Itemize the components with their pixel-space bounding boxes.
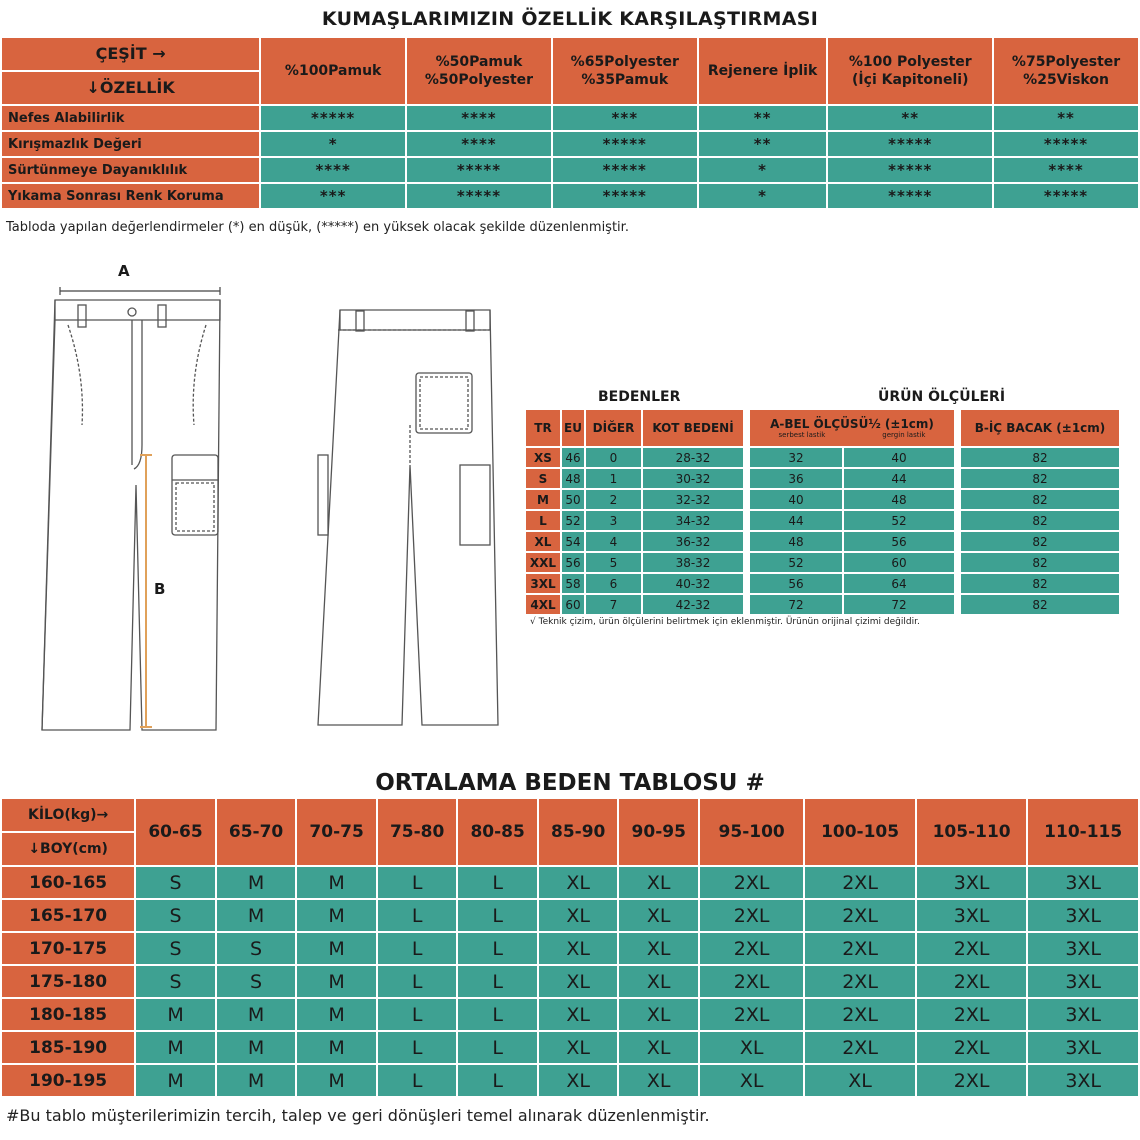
size-recommendation-cell: XL — [539, 867, 618, 898]
waist-relaxed-cell: 56 — [750, 574, 842, 593]
fabric-column-header: %50Pamuk %50Polyester — [407, 38, 551, 104]
inseam-cell: 82 — [961, 574, 1119, 593]
fabric-corner-top: ÇEŞİT → — [2, 38, 259, 70]
size-recommendation-cell: S — [217, 933, 296, 964]
waist-relaxed-cell: 40 — [750, 490, 842, 509]
size-recommendation-cell: 2XL — [805, 933, 915, 964]
size-recommendation-cell: S — [136, 966, 215, 997]
height-label: 185-190 — [2, 1032, 134, 1063]
size-recommendation-cell: XL — [619, 900, 698, 931]
size-recommendation-cell: M — [136, 1032, 215, 1063]
rating-cell: ***** — [553, 132, 697, 156]
size-recommendation-cell: L — [458, 1032, 537, 1063]
average-size-title: ORTALAMA BEDEN TABLOSU # — [375, 770, 765, 796]
size-recommendation-cell: XL — [539, 966, 618, 997]
size-header: TR — [526, 410, 560, 446]
size-recommendation-cell: 3XL — [1028, 966, 1138, 997]
size-recommendation-cell: XL — [539, 1032, 618, 1063]
fabric-row — [2, 106, 1138, 130]
size-tr-cell: XXL — [526, 553, 560, 572]
size-other-cell: 5 — [586, 553, 641, 572]
size-tr-cell: XL — [526, 532, 560, 551]
fabric-corner-bottom: ↓ÖZELLİK — [2, 72, 259, 104]
size-recommendation-cell: XL — [539, 1065, 618, 1096]
rating-cell: ***** — [828, 158, 992, 182]
sizes-heading: BEDENLER — [598, 389, 681, 405]
size-recommendation-cell: M — [297, 999, 376, 1030]
pants-front-icon — [42, 300, 220, 730]
size-recommendation-cell: 3XL — [1028, 933, 1138, 964]
rating-cell: ***** — [407, 158, 551, 182]
size-row — [526, 511, 1119, 530]
size-recommendation-cell: 2XL — [805, 867, 915, 898]
inseam-header: B-İÇ BACAK (±1cm) — [961, 410, 1119, 446]
waist-relaxed-cell: 72 — [750, 595, 842, 614]
size-recommendation-cell: 2XL — [700, 966, 803, 997]
size-row — [526, 553, 1119, 572]
size-other-cell: 2 — [586, 490, 641, 509]
fabric-row-label: Sürtünmeye Dayanıklılık — [2, 158, 259, 182]
weight-header: 85-90 — [539, 799, 618, 865]
size-recommendation-cell: XL — [700, 1065, 803, 1096]
size-recommendation-cell: 2XL — [917, 966, 1027, 997]
size-recommendation-cell: 3XL — [1028, 1065, 1138, 1096]
size-recommendation-cell: S — [217, 966, 296, 997]
rating-cell: ***** — [994, 132, 1138, 156]
rating-cell: ***** — [261, 106, 405, 130]
size-row — [526, 469, 1119, 488]
size-jeans-cell: 38-32 — [643, 553, 743, 572]
weight-header: 80-85 — [458, 799, 537, 865]
size-recommendation-cell: S — [136, 867, 215, 898]
fabric-row-label: Yıkama Sonrası Renk Koruma — [2, 184, 259, 208]
rating-cell: ***** — [553, 184, 697, 208]
size-tr-cell: S — [526, 469, 560, 488]
size-recommendation-cell: XL — [619, 1065, 698, 1096]
fabric-row — [2, 184, 1138, 208]
size-other-cell: 7 — [586, 595, 641, 614]
size-recommendation-cell: 3XL — [1028, 900, 1138, 931]
waist-stretched-cell: 52 — [844, 511, 954, 530]
fabric-comparison-title: KUMAŞLARIMIZIN ÖZELLİK KARŞILAŞTIRMASI — [321, 8, 819, 30]
waist-relaxed-cell: 32 — [750, 448, 842, 467]
size-recommendation-cell: XL — [619, 933, 698, 964]
size-recommendation-cell: 3XL — [1028, 999, 1138, 1030]
size-recommendation-cell: 2XL — [700, 900, 803, 931]
size-recommendation-cell: M — [297, 933, 376, 964]
inseam-cell: 82 — [961, 490, 1119, 509]
pants-technical-drawing — [30, 255, 500, 735]
rating-cell: ***** — [828, 132, 992, 156]
rating-cell: **** — [407, 132, 551, 156]
size-recommendation-cell: M — [297, 1065, 376, 1096]
inseam-cell: 82 — [961, 532, 1119, 551]
weight-header: 105-110 — [917, 799, 1027, 865]
waist-stretched-cell: 40 — [844, 448, 954, 467]
height-row — [2, 900, 1138, 931]
inseam-cell: 82 — [961, 448, 1119, 467]
size-tr-cell: 3XL — [526, 574, 560, 593]
rating-cell: ***** — [828, 184, 992, 208]
avg-corner-bottom: ↓BOY(cm) — [2, 833, 134, 865]
size-recommendation-cell: L — [458, 999, 537, 1030]
size-recommendation-cell: XL — [619, 999, 698, 1030]
dimension-label-b: B — [154, 580, 166, 598]
waist-stretched-cell: 60 — [844, 553, 954, 572]
size-recommendation-cell: XL — [805, 1065, 915, 1096]
inseam-cell: 82 — [961, 469, 1119, 488]
size-recommendation-cell: L — [378, 999, 457, 1030]
inseam-cell: 82 — [961, 553, 1119, 572]
size-recommendation-cell: 2XL — [700, 867, 803, 898]
waist-stretched-cell: 44 — [844, 469, 954, 488]
size-other-cell: 1 — [586, 469, 641, 488]
size-recommendation-cell: 2XL — [917, 999, 1027, 1030]
height-row — [2, 999, 1138, 1030]
size-jeans-cell: 40-32 — [643, 574, 743, 593]
size-recommendation-cell: L — [378, 900, 457, 931]
size-recommendation-cell: L — [458, 900, 537, 931]
size-recommendation-cell: 2XL — [805, 966, 915, 997]
height-row — [2, 1032, 1138, 1063]
size-recommendation-cell: 3XL — [917, 867, 1027, 898]
height-row — [2, 966, 1138, 997]
size-row — [526, 595, 1119, 614]
size-recommendation-cell: 3XL — [917, 900, 1027, 931]
rating-cell: * — [261, 132, 405, 156]
size-recommendation-cell: 2XL — [805, 1032, 915, 1063]
height-label: 160-165 — [2, 867, 134, 898]
waist-relaxed-cell: 52 — [750, 553, 842, 572]
fabric-comparison-table — [0, 36, 1140, 210]
size-jeans-cell: 36-32 — [643, 532, 743, 551]
size-recommendation-cell: M — [297, 1032, 376, 1063]
rating-cell: **** — [994, 158, 1138, 182]
size-tr-cell: M — [526, 490, 560, 509]
size-recommendation-cell: M — [217, 1065, 296, 1096]
rating-cell: ** — [699, 132, 827, 156]
size-recommendation-cell: M — [217, 867, 296, 898]
fabric-column-header: %100 Polyester (İçi Kapitoneli) — [828, 38, 992, 104]
height-row — [2, 1065, 1138, 1096]
fabric-column-header: %100Pamuk — [261, 38, 405, 104]
weight-header: 70-75 — [297, 799, 376, 865]
size-recommendation-cell: L — [458, 966, 537, 997]
size-recommendation-cell: L — [378, 1065, 457, 1096]
size-recommendation-cell: 2XL — [805, 999, 915, 1030]
height-row — [2, 867, 1138, 898]
technical-drawing-note: √ Teknik çizim, ürün ölçülerini belirtmek için eklenmiştir. Ürünün orijinal çizimi değildir. — [530, 617, 920, 627]
size-recommendation-cell: M — [297, 867, 376, 898]
rating-cell: ** — [699, 106, 827, 130]
rating-cell: ** — [994, 106, 1138, 130]
size-recommendation-cell: 2XL — [917, 1065, 1027, 1096]
height-label: 180-185 — [2, 999, 134, 1030]
dimension-label-a: A — [118, 262, 130, 280]
height-label: 175-180 — [2, 966, 134, 997]
fabric-row — [2, 158, 1138, 182]
size-recommendation-cell: XL — [539, 900, 618, 931]
height-label: 190-195 — [2, 1065, 134, 1096]
weight-header: 95-100 — [700, 799, 803, 865]
size-header: KOT BEDENİ — [643, 410, 743, 446]
rating-cell: * — [699, 158, 827, 182]
size-jeans-cell: 32-32 — [643, 490, 743, 509]
size-recommendation-cell: M — [217, 900, 296, 931]
rating-cell: ***** — [407, 184, 551, 208]
size-other-cell: 6 — [586, 574, 641, 593]
measurements-heading: ÜRÜN ÖLÇÜLERİ — [878, 389, 1006, 405]
size-other-cell: 0 — [586, 448, 641, 467]
waist-stretched-cell: 64 — [844, 574, 954, 593]
size-row — [526, 574, 1119, 593]
size-eu-cell: 50 — [562, 490, 584, 509]
waist-sub-stretched: gergin lastik — [882, 431, 926, 439]
size-recommendation-cell: M — [297, 966, 376, 997]
size-eu-cell: 52 — [562, 511, 584, 530]
weight-header: 65-70 — [217, 799, 296, 865]
size-recommendation-cell: M — [136, 1065, 215, 1096]
rating-cell: ***** — [553, 158, 697, 182]
waist-relaxed-cell: 48 — [750, 532, 842, 551]
size-jeans-cell: 34-32 — [643, 511, 743, 530]
fabric-row-label: Kırışmazlık Değeri — [2, 132, 259, 156]
size-recommendation-cell: 2XL — [700, 933, 803, 964]
inseam-cell: 82 — [961, 511, 1119, 530]
rating-cell: * — [699, 184, 827, 208]
size-eu-cell: 58 — [562, 574, 584, 593]
height-label: 165-170 — [2, 900, 134, 931]
size-header: EU — [562, 410, 584, 446]
size-other-cell: 3 — [586, 511, 641, 530]
size-eu-cell: 54 — [562, 532, 584, 551]
fabric-row-label: Nefes Alabilirlik — [2, 106, 259, 130]
size-recommendation-cell: L — [378, 966, 457, 997]
size-recommendation-cell: XL — [619, 966, 698, 997]
size-recommendation-cell: L — [458, 867, 537, 898]
size-tr-cell: XS — [526, 448, 560, 467]
fabric-row — [2, 132, 1138, 156]
fabric-rating-note: Tabloda yapılan değerlendirmeler (*) en düşük, (*****) en yüksek olacak şekilde düzenlenmiştir. — [6, 220, 629, 235]
rating-cell: ** — [828, 106, 992, 130]
size-recommendation-cell: XL — [700, 1032, 803, 1063]
fabric-column-header: Rejenere İplik — [699, 38, 827, 104]
waist-stretched-cell: 72 — [844, 595, 954, 614]
size-recommendation-cell: M — [217, 999, 296, 1030]
rating-cell: **** — [407, 106, 551, 130]
waist-stretched-cell: 56 — [844, 532, 954, 551]
size-recommendation-cell: L — [458, 933, 537, 964]
size-recommendation-cell: XL — [619, 867, 698, 898]
average-size-table — [0, 797, 1140, 1098]
avg-corner-top: KİLO(kg)→ — [2, 799, 134, 831]
size-recommendation-cell: M — [136, 999, 215, 1030]
waist-sub-relaxed: serbest lastik — [778, 431, 826, 439]
size-jeans-cell: 30-32 — [643, 469, 743, 488]
waist-measure-header: A-BEL ÖLÇÜSÜ½ (±1cm) serbest lastik gergin lastik — [750, 410, 954, 446]
size-recommendation-cell: 2XL — [805, 900, 915, 931]
size-recommendation-cell: 2XL — [917, 1032, 1027, 1063]
size-row — [526, 490, 1119, 509]
size-header: DİĞER — [586, 410, 641, 446]
size-recommendation-cell: L — [378, 867, 457, 898]
size-recommendation-cell: 3XL — [1028, 1032, 1138, 1063]
size-other-cell: 4 — [586, 532, 641, 551]
size-measurement-table — [524, 408, 1121, 616]
size-recommendation-cell: 2XL — [700, 999, 803, 1030]
fabric-column-header: %75Polyester %25Viskon — [994, 38, 1138, 104]
size-jeans-cell: 28-32 — [643, 448, 743, 467]
size-recommendation-cell: S — [136, 933, 215, 964]
weight-header: 110-115 — [1028, 799, 1138, 865]
weight-header: 90-95 — [619, 799, 698, 865]
height-label: 170-175 — [2, 933, 134, 964]
fabric-column-header: %65Polyester %35Pamuk — [553, 38, 697, 104]
size-eu-cell: 60 — [562, 595, 584, 614]
size-row — [526, 448, 1119, 467]
size-tr-cell: 4XL — [526, 595, 560, 614]
rating-cell: ***** — [994, 184, 1138, 208]
size-tr-cell: L — [526, 511, 560, 530]
size-recommendation-cell: L — [458, 1065, 537, 1096]
size-recommendation-cell: XL — [539, 999, 618, 1030]
size-recommendation-cell: L — [378, 1032, 457, 1063]
height-row — [2, 933, 1138, 964]
average-size-note: #Bu tablo müşterilerimizin tercih, talep ve geri dönüşleri temel alınarak düzenlenmiştir. — [6, 1106, 710, 1125]
waist-relaxed-cell: 44 — [750, 511, 842, 530]
rating-cell: **** — [261, 158, 405, 182]
rating-cell: *** — [261, 184, 405, 208]
rating-cell: *** — [553, 106, 697, 130]
waist-stretched-cell: 48 — [844, 490, 954, 509]
size-eu-cell: 48 — [562, 469, 584, 488]
size-recommendation-cell: 3XL — [1028, 867, 1138, 898]
size-recommendation-cell: M — [217, 1032, 296, 1063]
weight-header: 75-80 — [378, 799, 457, 865]
weight-header: 100-105 — [805, 799, 915, 865]
size-eu-cell: 46 — [562, 448, 584, 467]
size-recommendation-cell: XL — [539, 933, 618, 964]
weight-header: 60-65 — [136, 799, 215, 865]
size-eu-cell: 56 — [562, 553, 584, 572]
size-recommendation-cell: M — [297, 900, 376, 931]
inseam-cell: 82 — [961, 595, 1119, 614]
size-jeans-cell: 42-32 — [643, 595, 743, 614]
size-recommendation-cell: 2XL — [917, 933, 1027, 964]
size-recommendation-cell: L — [378, 933, 457, 964]
size-recommendation-cell: XL — [619, 1032, 698, 1063]
pants-back-icon — [318, 310, 498, 725]
waist-relaxed-cell: 36 — [750, 469, 842, 488]
size-row — [526, 532, 1119, 551]
size-recommendation-cell: S — [136, 900, 215, 931]
